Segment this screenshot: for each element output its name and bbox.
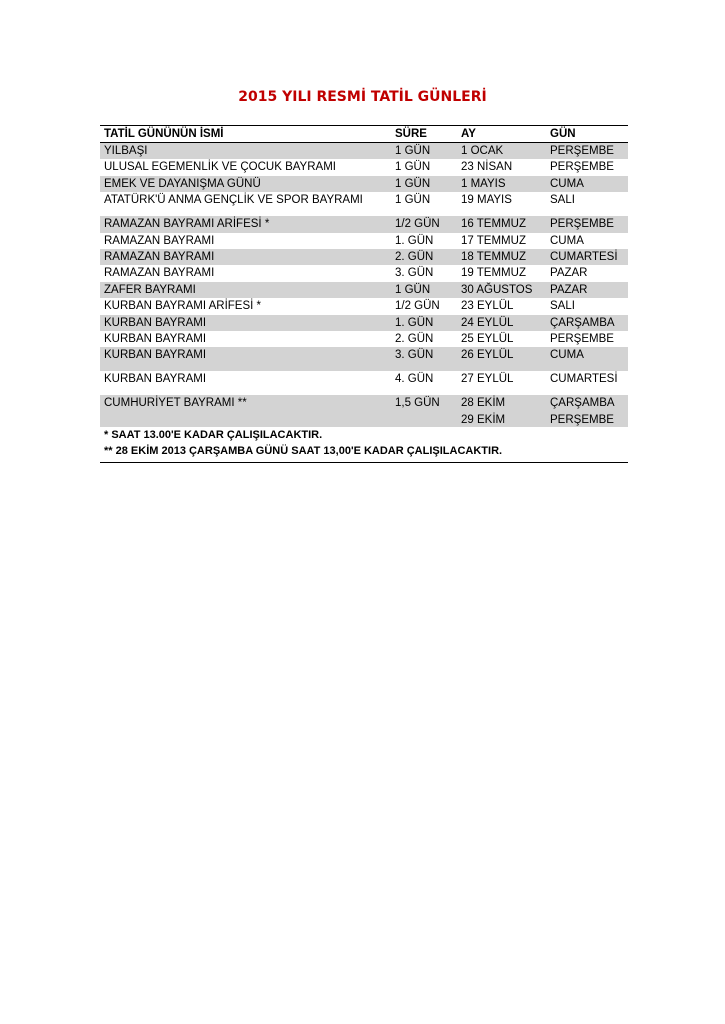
header-name: TATİL GÜNÜNÜN İSMİ xyxy=(104,128,224,140)
cell-name: YILBAŞI xyxy=(104,145,148,157)
table-row xyxy=(100,233,628,249)
cell-name: RAMAZAN BAYRAMI ARİFESİ * xyxy=(104,218,270,231)
holiday-table xyxy=(100,125,628,463)
cell-name: RAMAZAN BAYRAMI xyxy=(104,267,215,280)
cell-month: 1 MAYIS xyxy=(461,177,506,190)
table-row xyxy=(100,192,628,216)
table-row xyxy=(100,315,628,331)
header-month: AY xyxy=(461,128,476,140)
cell-month: 30 AĞUSTOS xyxy=(461,283,533,296)
table-row xyxy=(100,265,628,281)
cell-month: 27 EYLÜL xyxy=(461,373,514,386)
table-row xyxy=(100,176,628,192)
cell-month: 19 MAYIS xyxy=(461,194,512,207)
cell-day: PERŞEMBE xyxy=(550,161,614,174)
cell-name: ZAFER BAYRAMI xyxy=(104,283,196,296)
cell-duration: 1,5 GÜN xyxy=(395,397,440,410)
cell-name: ULUSAL EGEMENLİK VE ÇOCUK BAYRAMI xyxy=(104,161,336,174)
cell-month: 1 OCAK xyxy=(461,145,504,157)
cell-name: KURBAN BAYRAMI xyxy=(104,316,207,329)
cell-day: PERŞEMBE xyxy=(550,218,614,231)
cell-day: ÇARŞAMBA xyxy=(550,397,615,410)
cell-day: CUMA xyxy=(550,349,584,362)
cell-month: 28 EKİM xyxy=(461,397,506,410)
table-header xyxy=(100,125,628,143)
cell-name: KURBAN BAYRAMI xyxy=(104,373,207,386)
cell-duration: 3. GÜN xyxy=(395,267,434,280)
footnote: ** 28 EKİM 2013 ÇARŞAMBA GÜNÜ SAAT 13,00'E KADAR ÇALIŞILACAKTIR. xyxy=(104,445,503,458)
cell-name: KURBAN BAYRAMI xyxy=(104,332,207,345)
cell-day: PERŞEMBE xyxy=(550,332,614,345)
cell-duration: 1 GÜN xyxy=(395,283,431,296)
page-title: 2015 YILI RESMİ TATİL GÜNLERİ xyxy=(238,89,487,105)
cell-month: 29 EKİM xyxy=(461,413,506,426)
cell-name: KURBAN BAYRAMI ARİFESİ * xyxy=(104,300,261,313)
table-row xyxy=(100,298,628,314)
cell-duration: 3. GÜN xyxy=(395,349,434,362)
cell-day: SALI xyxy=(550,300,575,313)
cell-name: ATATÜRK'Ü ANMA GENÇLİK VE SPOR BAYRAMI xyxy=(104,194,363,207)
cell-duration: 1 GÜN xyxy=(395,177,431,190)
table-row xyxy=(100,282,628,298)
cell-day: CUMARTESİ xyxy=(550,373,618,386)
cell-duration: 2. GÜN xyxy=(395,250,434,263)
table-row xyxy=(100,395,628,427)
table-row xyxy=(100,371,628,395)
cell-duration: 1/2 GÜN xyxy=(395,218,440,231)
cell-day: PERŞEMBE xyxy=(550,145,614,157)
cell-name: CUMHURİYET BAYRAMI ** xyxy=(104,397,247,410)
cell-name: KURBAN BAYRAMI xyxy=(104,349,207,362)
table-row xyxy=(100,159,628,175)
cell-month: 23 EYLÜL xyxy=(461,300,514,313)
header-day: GÜN xyxy=(550,128,576,140)
cell-month: 26 EYLÜL xyxy=(461,349,514,362)
cell-name: RAMAZAN BAYRAMI xyxy=(104,234,215,247)
cell-day: CUMA xyxy=(550,234,584,247)
cell-duration: 2. GÜN xyxy=(395,332,434,345)
cell-day: CUMA xyxy=(550,177,584,190)
cell-day: SALI xyxy=(550,194,575,207)
cell-duration: 4. GÜN xyxy=(395,373,434,386)
cell-duration: 1 GÜN xyxy=(395,145,431,157)
table-row xyxy=(100,347,628,371)
table-row xyxy=(100,249,628,265)
cell-duration: 1. GÜN xyxy=(395,316,434,329)
cell-month: 16 TEMMUZ xyxy=(461,218,526,231)
cell-day: PERŞEMBE xyxy=(550,413,614,426)
cell-month: 24 EYLÜL xyxy=(461,316,514,329)
cell-month: 17 TEMMUZ xyxy=(461,234,526,247)
cell-duration: 1 GÜN xyxy=(395,194,431,207)
cell-duration: 1 GÜN xyxy=(395,161,431,174)
cell-day: PAZAR xyxy=(550,283,588,296)
footnotes xyxy=(100,427,628,463)
cell-month: 18 TEMMUZ xyxy=(461,250,526,263)
table-row xyxy=(100,143,628,159)
cell-name: RAMAZAN BAYRAMI xyxy=(104,250,215,263)
cell-name: EMEK VE DAYANIŞMA GÜNÜ xyxy=(104,177,261,190)
table-row xyxy=(100,331,628,347)
cell-duration: 1/2 GÜN xyxy=(395,300,440,313)
cell-month: 23 NİSAN xyxy=(461,161,513,174)
cell-day: ÇARŞAMBA xyxy=(550,316,615,329)
cell-month-group xyxy=(461,395,505,428)
cell-day-group xyxy=(550,395,615,428)
cell-duration: 1. GÜN xyxy=(395,234,434,247)
table-row xyxy=(100,216,628,232)
cell-day: CUMARTESİ xyxy=(550,250,618,263)
header-duration: SÜRE xyxy=(395,128,427,140)
cell-day: PAZAR xyxy=(550,267,588,280)
cell-month: 25 EYLÜL xyxy=(461,332,514,345)
footnote: * SAAT 13.00'E KADAR ÇALIŞILACAKTIR. xyxy=(104,429,323,442)
cell-month: 19 TEMMUZ xyxy=(461,267,526,280)
